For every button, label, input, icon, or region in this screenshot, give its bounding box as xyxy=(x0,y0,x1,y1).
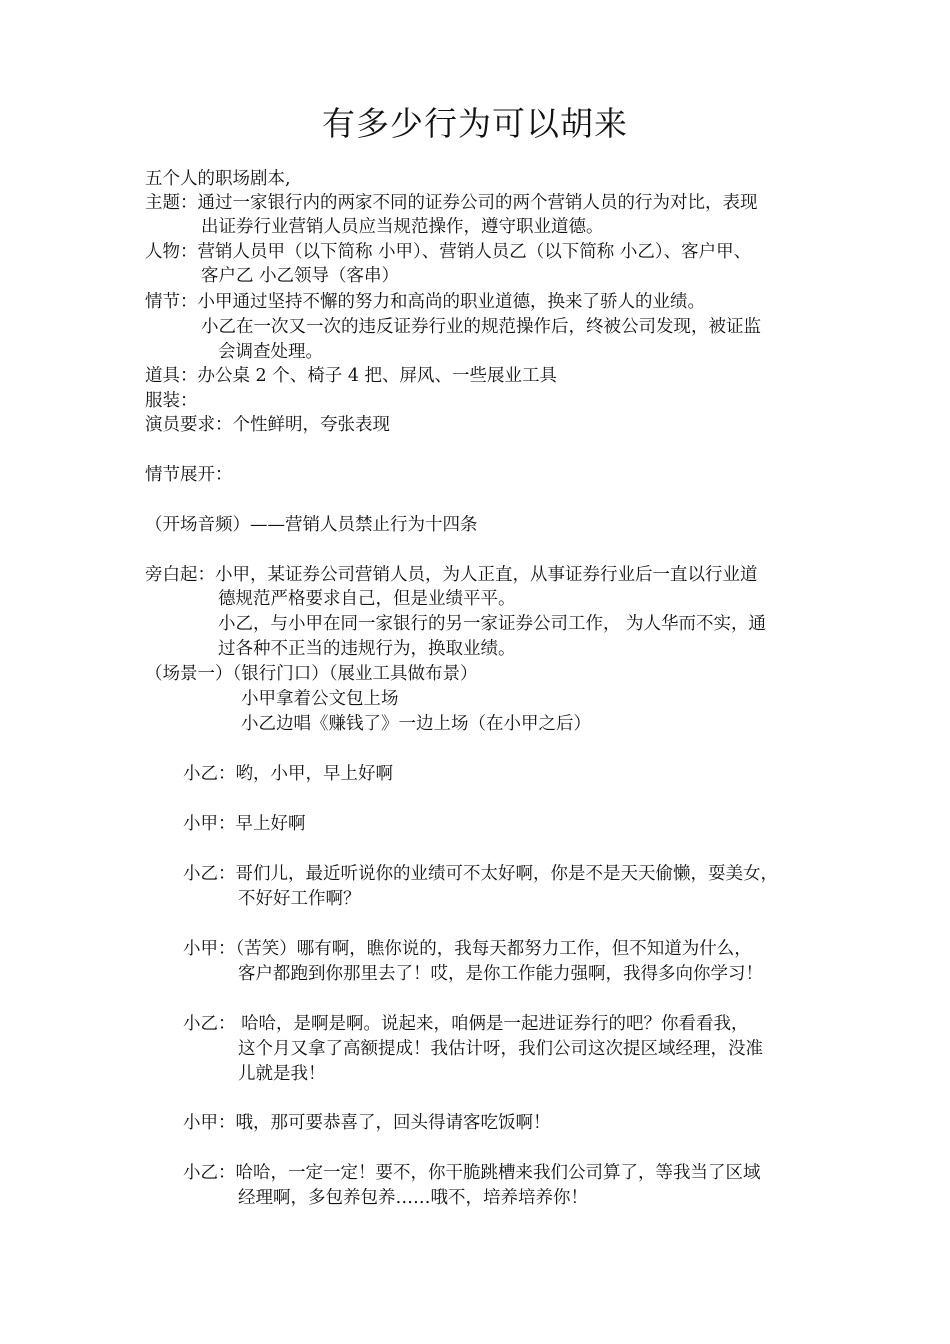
props-line: 道具：办公桌 2 个、椅子 4 把、屏风、一些展业工具 xyxy=(145,366,558,386)
plot-line-3: 会调查处理。 xyxy=(218,342,323,362)
plot-line-2: 小乙在一次又一次的违反证券行业的规范操作后，终被公司发现，被证监 xyxy=(201,317,761,337)
plot-line-1: 情节：小甲通过坚持不懈的努力和高尚的职业道德，换来了骄人的业绩。 xyxy=(145,292,705,312)
narration-line-4: 过各种不正当的违规行为，换取业绩。 xyxy=(218,639,516,659)
theme-line-1: 主题：通过一家银行内的两家不同的证券公司的两个营销人员的行为对比，表现 xyxy=(145,193,758,213)
characters-line-1: 人物：营销人员甲（以下简称 小甲）、营销人员乙（以下简称 小乙）、客户甲、 xyxy=(145,242,752,262)
dialogue-line: 小甲：早上好啊 xyxy=(183,814,306,834)
theme-line-2: 出证券行业营销人员应当规范操作，遵守职业道德。 xyxy=(201,217,604,237)
dialogue-line-cont: 经理啊，多包养包养……哦不，培养培养你！ xyxy=(238,1188,588,1208)
dialogue-line-cont: 客户都跑到你那里去了！哎，是你工作能力强啊，我得多向你学习！ xyxy=(238,964,763,984)
actor-requirements-line: 演员要求：个性鲜明，夸张表现 xyxy=(145,415,390,435)
intro-line: 五个人的职场剧本, xyxy=(145,169,291,189)
dialogue-line: 小乙： 哈哈，是啊是啊。说起来，咱俩是一起进证券行的吧？你看看我， xyxy=(183,1014,749,1034)
costume-line: 服装： xyxy=(145,391,198,411)
dialogue-line-cont: 这个月又拿了高额提成！我估计呀，我们公司这次提区域经理，没准 xyxy=(238,1039,763,1059)
opening-audio-line: （开场音频）——营销人员禁止行为十四条 xyxy=(145,515,478,535)
plot-unfold-heading: 情节展开： xyxy=(145,465,233,485)
narration-line-1: 旁白起：小甲，某证券公司营销人员，为人正直，从事证券行业后一直以行业道 xyxy=(145,565,758,585)
dialogue-line-cont: 不好好工作啊？ xyxy=(238,889,361,909)
scene-one-heading: （场景一）（银行门口）（展业工具做布景） xyxy=(145,664,478,684)
dialogue-line: 小甲：哦，那可要恭喜了，回头得请客吃饭啊！ xyxy=(183,1113,551,1133)
characters-line-2: 客户乙 小乙领导（客串） xyxy=(201,266,400,286)
scene-direction-1: 小甲拿着公文包上场 xyxy=(241,689,399,709)
dialogue-line: 小乙：哈哈，一定一定！要不，你干脆跳槽来我们公司算了，等我当了区域 xyxy=(183,1163,761,1183)
dialogue-line: 小乙：哥们儿，最近听说你的业绩可不太好啊，你是不是天天偷懒，耍美女， xyxy=(183,864,778,884)
dialogue-line: 小甲：（苦笑）哪有啊，瞧你说的，我每天都努力工作，但不知道为什么， xyxy=(183,939,752,959)
page-title: 有多少行为可以胡来 xyxy=(322,104,628,143)
dialogue-line: 小乙：哟，小甲，早上好啊 xyxy=(183,764,393,784)
scene-direction-2: 小乙边唱《赚钱了》一边上场（在小甲之后） xyxy=(241,714,591,734)
narration-line-2: 德规范严格要求自己，但是业绩平平。 xyxy=(218,589,516,609)
narration-line-3: 小乙，与小甲在同一家银行的另一家证券公司工作， 为人华而不实，通 xyxy=(218,614,767,634)
dialogue-line-cont: 儿就是我！ xyxy=(238,1064,326,1084)
